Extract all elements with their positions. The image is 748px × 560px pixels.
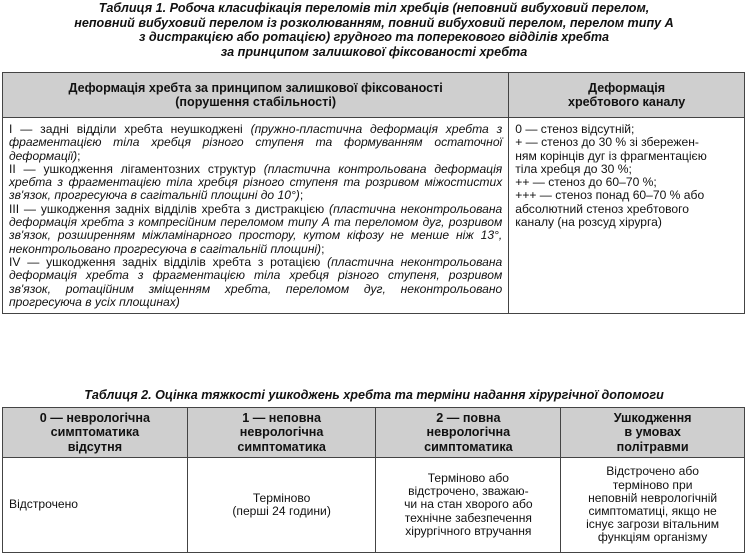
item-detail: (пластична неконтрольована деформація хребта з фрагментацією тіла хребця різного ступеня, розривом зв'язок, ротаційним зміщенням хребта, переломом дуг, неконтрольовано прогресуюча в усіх площинах) <box>9 254 503 309</box>
header-line: симптоматика <box>237 439 326 454</box>
item-main: III — ушкодження задніх відділів хребта з дистракцією <box>9 201 330 216</box>
cell-line: неповній неврологічній <box>588 490 718 505</box>
item-detail: (пружно-пластична деформація хребта з фрагментацією тіла хребця різного ступеня та формуванням остаточної деформації) <box>9 122 503 163</box>
header-line: відсутня <box>67 439 123 454</box>
polytrauma-cell <box>561 458 745 553</box>
cell-line: Відстрочено <box>9 497 79 512</box>
cell-line: терміново при <box>612 477 693 492</box>
header-line: симптоматика <box>50 425 140 440</box>
cell-line: існує загрози вітальним <box>586 517 720 532</box>
partial-symptoms-header <box>187 408 376 458</box>
cell-line: Терміново або <box>427 470 510 485</box>
cell-line: технічне забезпечення <box>404 510 532 525</box>
item-main: IV — ушкодження задніх відділів хребта з ротацією <box>9 254 328 269</box>
item-tail: ; <box>299 188 304 203</box>
canal-header <box>509 73 745 118</box>
canal-line: абсолютний стеноз хребтового <box>515 201 690 216</box>
table2-body-row <box>3 458 745 553</box>
item-tail: ; <box>321 241 325 256</box>
classification-table <box>2 72 745 314</box>
canal-line: ++ — стеноз до 60–70 %; <box>515 175 657 190</box>
complete-symptoms-cell <box>376 458 561 553</box>
canal-line: тіла хребця до 30 %; <box>515 161 632 176</box>
severity-table <box>2 407 745 553</box>
cell-line: Терміново <box>252 490 311 505</box>
header-line: політравми <box>616 439 689 454</box>
table1-body-row <box>3 118 745 314</box>
deformation-cell <box>3 118 509 314</box>
deformation-item-i <box>9 123 502 163</box>
cell-line: чи на стан хворого або <box>404 497 533 512</box>
item-detail: (пластична неконтрольована деформація хребта з компресійним переломом типу А та переломом дуг, розривом зв'язок, розширенням міжламінарного простору, кутом кіфозу не менше ніж 13°, неконтрольовано прогресуюча в сагітальній площині) <box>9 201 503 256</box>
header-line: хребтового каналу <box>567 95 686 109</box>
header-line: 2 — повна <box>436 411 501 426</box>
cell-line: симптоматиці, якщо не <box>588 504 717 518</box>
item-tail: ; <box>77 148 81 163</box>
canal-line: 0 — стеноз відсутній; <box>515 122 635 136</box>
canal-cell <box>509 118 745 314</box>
canal-line: ням корінців дуг із фрагментацією <box>515 148 707 163</box>
canal-line: +++ — стеноз понад 60–70 % або <box>515 188 705 203</box>
header-line: (порушення стабільності) <box>175 95 337 109</box>
item-main: I — задні відділи хребта неушкоджені <box>9 122 251 136</box>
complete-symptoms-header <box>376 408 561 458</box>
polytrauma-header <box>561 408 745 458</box>
deformation-item-ii <box>9 163 502 203</box>
header-line: 1 — неповна <box>242 411 322 426</box>
table1-header-row <box>3 73 745 118</box>
no-symptoms-header <box>3 408 188 458</box>
header-line: неврологічна <box>426 425 511 440</box>
cell-line: хірургічного втручання <box>405 523 532 538</box>
deformation-header <box>3 73 509 118</box>
header-line: Деформація хребта за принципом залишкової фіксованості <box>68 80 443 95</box>
header-line: неврологічна <box>239 425 324 440</box>
deformation-item-iii <box>9 203 502 256</box>
header-line: в умовах <box>624 425 681 440</box>
table1-caption-line: за принципом залишкової фіксованості хребта <box>220 44 528 59</box>
table1-caption-line: з дистракцією або ротацією) грудного та поперекового відділів хребта <box>138 30 610 45</box>
cell-line: відстрочено, зважаю- <box>408 484 529 499</box>
table2-header-row <box>3 408 745 458</box>
cell-line: (перші 24 години) <box>232 504 331 518</box>
header-line: Ушкодження <box>613 411 692 426</box>
item-main: II — ушкодження лігаментозних структур <box>9 161 264 176</box>
partial-symptoms-cell <box>187 458 376 553</box>
table2-caption: Таблиця 2. Оцінка тяжкості ушкоджень хребта та терміни надання хірургічної допомоги <box>84 388 664 402</box>
no-symptoms-cell <box>3 458 188 553</box>
table1-caption-line: неповний вибуховий перелом із розколюванням, повний вибуховий перелом, перелом типу А <box>74 15 674 30</box>
table1-caption-line: Таблиця 1. Робоча класифікація переломів тіл хребців (неповний вибуховий перелом, <box>98 1 650 15</box>
canal-line: каналу (на розсуд хірурга) <box>515 215 662 230</box>
header-line: 0 — неврологічна <box>39 411 150 426</box>
deformation-item-iv <box>9 256 502 309</box>
header-line: симптоматика <box>424 439 513 454</box>
item-detail: (пластична контрольована деформація хребта з фрагментацією тіла хребця різного ступеня та розривом міжостистих зв'язок, прогресуюча в сагітальній площині до 10°) <box>9 161 503 203</box>
table1-caption <box>4 1 744 59</box>
canal-line: + — стеноз до 30 % зі збережен- <box>515 135 699 150</box>
cell-line: Відстрочено або <box>606 464 699 479</box>
cell-line: функціям організму <box>597 530 708 545</box>
header-line: Деформація <box>588 80 666 95</box>
